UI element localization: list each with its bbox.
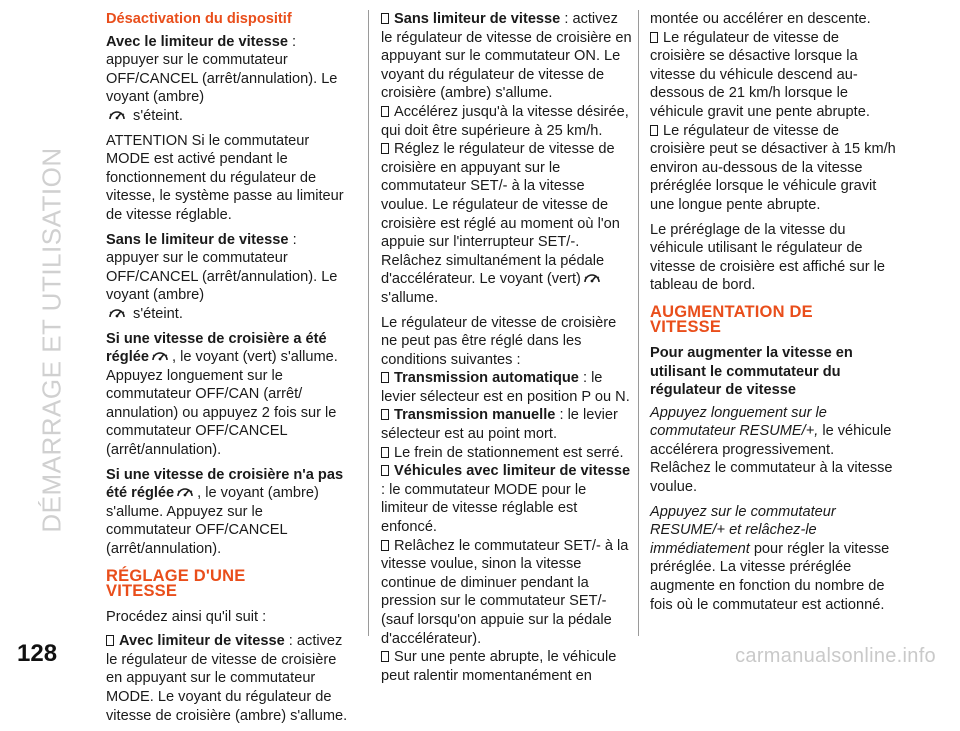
paragraph: Avec le limiteur de vitesse : appuyer sur le commutateur OFF/CANCEL (arrêt/annulation). Le voyant (ambre) s'éteint. xyxy=(106,33,338,124)
warning-paragraph: ATTENTION Si le commutateur MODE est activé pendant le fonctionnement du régulateur de vitesse, le système passe au limiteur de vitesse réglable. xyxy=(106,132,344,223)
subsection-heading: Pour augmenter la vitesse en utilisant le commutateur du régulateur de vitesse xyxy=(650,344,853,399)
square-bullet-icon xyxy=(650,32,658,43)
paragraph: Appuyez longuement sur le commutateur RESUME/+, le véhicule accélérera progressivement. Relâchez le commutateur à la vitesse voulue. xyxy=(650,404,893,496)
watermark: carmanualsonline.info xyxy=(735,645,936,667)
bullet-item: Transmission automatique : le levier sélecteur est en position P ou N. xyxy=(381,370,630,405)
page-number: 128 xyxy=(17,640,58,667)
column-1 xyxy=(106,10,352,731)
square-bullet-icon xyxy=(381,106,389,117)
bullet-item: Le régulateur de vitesse de croisière se désactive lorsque la vitesse du véhicule descend au-dessous de 21 km/h lorsque le véhicule gravit une pente abrupte. xyxy=(650,29,870,120)
paragraph: Si une vitesse de croisière n'a pas été réglée , le voyant (ambre) s'allume. Appuyez sur le commutateur OFF/CANCEL (arrêt/annulation). xyxy=(106,466,344,558)
speed-limiter-lamp-icon xyxy=(176,485,194,498)
bullet-item: Transmission manuelle : le levier sélecteur est au point mort. xyxy=(381,407,618,443)
column-2 xyxy=(381,10,632,685)
square-bullet-icon xyxy=(106,635,114,646)
bullet-item: Le frein de stationnement est serré. xyxy=(381,444,632,463)
bullet-item: Véhicules avec limiteur de vitesse : le commutateur MODE pour le limiteur de vitesse réglable est enfoncé. xyxy=(381,463,631,536)
square-bullet-icon xyxy=(381,651,389,662)
paragraph: Procédez ainsi qu'il suit : xyxy=(106,608,267,625)
section-heading: RÉGLAGE D'UNE VITESSE xyxy=(106,566,246,601)
paragraph: Sans le limiteur de vitesse : appuyer sur le commutateur OFF/CANCEL (arrêt/annulation). Le voyant (ambre) s'éteint. xyxy=(106,231,338,322)
speed-limiter-lamp-icon xyxy=(151,349,169,362)
section-heading: AUGMENTATION DE VITESSE xyxy=(650,302,813,337)
speed-limiter-lamp-icon xyxy=(583,271,601,284)
speed-limiter-lamp-icon xyxy=(108,108,126,121)
paragraph: Appuyez sur le commutateur RESUME/+ et relâchez-le immédiatement pour régler la vitesse préréglée. La vitesse préréglée augmente en fonction du nombre de fois où le commutateur est actionné. xyxy=(650,503,890,613)
bullet-item: Avec limiteur de vitesse : activez le régulateur de vitesse de croisière en appuyant sur le commutateur MODE. Le voyant du régulateur de vitesse de croisière (ambre) s'allume. xyxy=(106,633,348,724)
bullet-item: Sur une pente abrupte, le véhicule peut ralentir momentanément en xyxy=(381,649,617,684)
bullet-item: Relâchez le commutateur SET/- à la vitesse voulue, sinon la vitesse continue de diminuer pendant la pression sur le commutateur SET/- (sauf lorsqu'on appuie sur la pédale d'accélérateur). xyxy=(381,537,629,647)
column-divider xyxy=(368,10,369,636)
bullet-item: Le régulateur de vitesse de croisière peut se désactiver à 15 km/h environ au-dessous de la vitesse préréglée lorsque le véhicule gravit une longue pente abrupte. xyxy=(650,122,896,213)
paragraph: Le préréglage de la vitesse du véhicule utilisant le régulateur de vitesse de croisière est affiché sur le tableau de bord. xyxy=(650,221,885,294)
paragraph: Le régulateur de vitesse de croisière ne peut pas être réglé dans les conditions suivantes : xyxy=(381,314,617,368)
speed-limiter-lamp-icon xyxy=(108,306,126,319)
square-bullet-icon xyxy=(381,143,389,154)
column-divider xyxy=(638,10,639,636)
square-bullet-icon xyxy=(381,372,389,383)
square-bullet-icon xyxy=(381,447,389,458)
column-3 xyxy=(650,10,898,620)
square-bullet-icon xyxy=(381,409,389,420)
square-bullet-icon xyxy=(650,125,658,136)
square-bullet-icon xyxy=(381,540,389,551)
chapter-title: DÉMARRAGE ET UTILISATION xyxy=(36,147,67,533)
paragraph: montée ou accélérer en descente. xyxy=(650,11,871,27)
square-bullet-icon xyxy=(381,13,389,24)
bullet-item: Réglez le régulateur de vitesse de croisière en appuyant sur le commutateur SET/- à la vitesse voulue. Le régulateur de vitesse de croisière est réglé au moment où l'on appuie sur l'interrupteur SET/-. Relâchez simultanément la pédale d'accélérateur. Le voyant (vert) s'allume. xyxy=(381,141,620,306)
square-bullet-icon xyxy=(381,465,389,476)
bullet-item: Accélérez jusqu'à la vitesse désirée, qui doit être supérieure à 25 km/h. xyxy=(381,103,629,139)
bullet-item: Sans limiteur de vitesse : activez le régulateur de vitesse de croisière en appuyant sur le commutateur ON. Le voyant du régulateur de vitesse de croisière (ambre) s'allume. xyxy=(381,11,632,102)
paragraph: Si une vitesse de croisière a été réglée , le voyant (vert) s'allume. Appuyez longuement sur le commutateur OFF/CAN (arrêt/ annulation) ou appuyez 2 fois sur le commutateur OFF/CANCEL (arrêt/annulation). xyxy=(106,330,338,459)
section-title: Désactivation du dispositif xyxy=(106,11,292,27)
